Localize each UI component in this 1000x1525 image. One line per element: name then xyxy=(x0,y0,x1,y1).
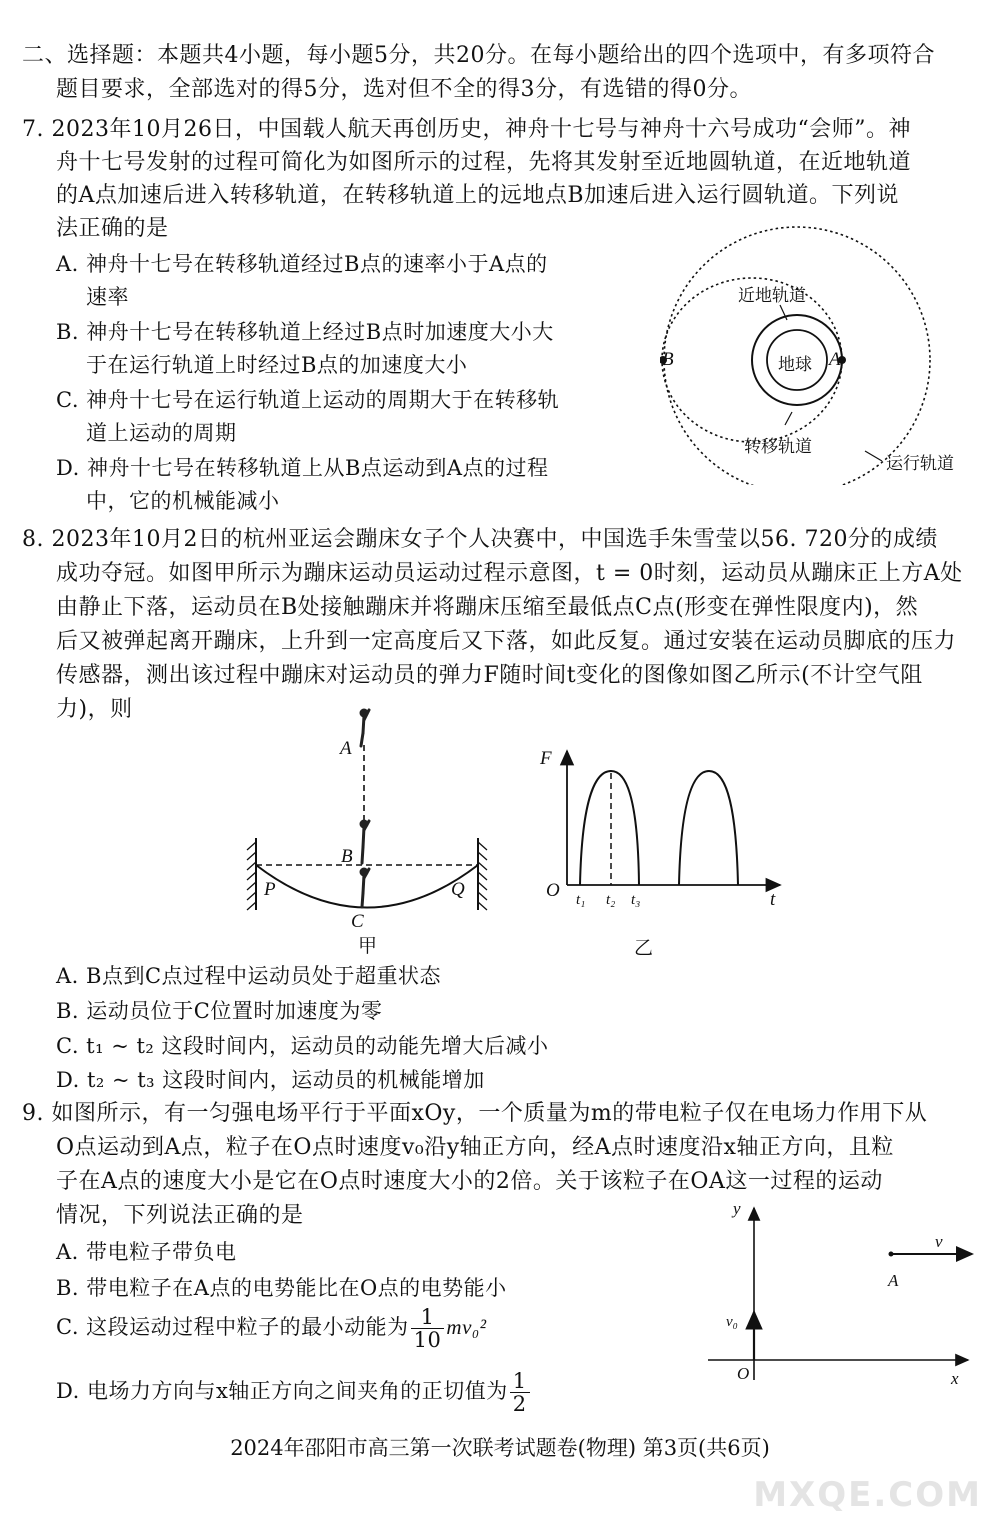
q9-stem-line-3: 子在A点的速度大小是它在O点时速度大小的2倍。关于该粒子在OA这一过程的运动 xyxy=(56,1169,883,1194)
q8-option-d[interactable]: D. t₂ ~ t₃ 这段时间内，运动员的机械能增加 xyxy=(56,1068,485,1092)
q9-option-d[interactable] xyxy=(56,1370,532,1415)
earth-label: 地球 xyxy=(778,355,812,375)
q9-stem-line-4: 情况，下列说法正确的是 xyxy=(56,1203,304,1228)
q9-label-v0: v₀ xyxy=(726,1314,738,1330)
q9-label-o: O xyxy=(737,1364,750,1383)
jia-label-p: P xyxy=(264,879,276,900)
transfer-orbit-leader xyxy=(785,412,792,425)
q9-label-a: A xyxy=(888,1271,899,1290)
q7-orbit-figure xyxy=(660,225,990,485)
running-orbit-leader xyxy=(865,451,882,461)
q7-option-c[interactable]: C. 神舟十七号在运行轨道上运动的周期大于在转移轨 xyxy=(56,388,560,412)
yi-label-f: F xyxy=(540,748,552,769)
q9-stem-line-2: O点运动到A点，粒子在O点时速度v₀沿y轴正方向，经A点时速度沿x轴正方向，且粒 xyxy=(56,1135,894,1160)
q8-stem-line-5: 传感器，测出该过程中蹦床对运动员的弹力F随时间t变化的图像如图乙所示(不计空气阻 xyxy=(56,663,923,688)
athlete-at-b xyxy=(361,821,369,863)
yi-label-t3: t₃ xyxy=(631,892,641,908)
yi-label-o: O xyxy=(546,880,560,901)
q7-stem-line-1: 7. 2023年10月26日，中国载人航天再创历史，神舟十七号与神舟十六号成功“会师”。神 xyxy=(22,117,911,142)
yi-label-t: t xyxy=(770,889,776,910)
tangent-fraction: $\frac{1}{2}$ xyxy=(510,1370,530,1415)
force-pulse-1 xyxy=(580,771,639,885)
q9-option-b[interactable]: B. 带电粒子在A点的电势能比在O点的电势能小 xyxy=(56,1276,507,1300)
watermark: MXQE.COM xyxy=(753,1475,982,1515)
q7-option-b-cont: 于在运行轨道上时经过B点的加速度大小 xyxy=(86,353,468,377)
q7-option-c-cont: 道上运动的周期 xyxy=(86,421,237,445)
q9-stem-line-1: 9. 如图所示，有一匀强电场平行于平面xOy，一个质量为m的带电粒子仅在电场力作用下从 xyxy=(22,1101,928,1126)
q7-option-b[interactable]: B. 神舟十七号在转移轨道上经过B点时加速度大小大 xyxy=(56,320,554,344)
athlete-at-c xyxy=(361,869,369,907)
jia-label-a: A xyxy=(340,738,352,759)
q8-stem-line-3: 由静止下落，运动员在B处接触蹦床并将蹦床压缩至最低点C点(形变在弹性限度内)，然 xyxy=(56,595,919,620)
q7-stem-line-3: 的A点加速后进入转移轨道，在转移轨道上的远地点B加速后进入运行圆轨道。下列说 xyxy=(56,183,900,208)
mv0-squared: mv₀² xyxy=(446,1315,487,1339)
q8-option-c[interactable]: C. t₁ ~ t₂ 这段时间内，运动员的动能先增大后减小 xyxy=(56,1034,549,1058)
q8-stem-line-2: 成功夺冠。如图甲所示为蹦床运动员运动过程示意图，t = 0时刻，运动员从蹦床正上方A处 xyxy=(56,561,963,586)
q8-stem-line-4: 后又被弹起离开蹦床，上升到一定高度后又下落，如此反复。通过安装在运动员脚底的压力 xyxy=(56,629,957,654)
q9-option-a[interactable]: A. 带电粒子带负电 xyxy=(56,1240,237,1264)
q7-option-a-cont: 速率 xyxy=(86,285,129,309)
near-orbit-label: 近地轨道 xyxy=(738,286,806,306)
force-time-graph xyxy=(545,745,795,905)
q7-stem-line-4: 法正确的是 xyxy=(56,216,169,241)
transfer-orbit-label: 转移轨道 xyxy=(744,437,812,457)
yi-label-t1: t₁ xyxy=(576,892,586,908)
orbit-point-a-label: A xyxy=(829,349,841,370)
jia-label-q: Q xyxy=(451,879,465,900)
q9-label-y: y xyxy=(733,1199,741,1218)
section-heading-line-2: 题目要求，全部选对的得5分，选对但不全的得3分，有选错的得0分。 xyxy=(56,77,752,102)
q8-option-b[interactable]: B. 运动员位于C位置时加速度为零 xyxy=(56,999,383,1023)
jia-caption: 甲 xyxy=(358,935,378,957)
q7-option-d[interactable]: D. 神舟十七号在转移轨道上从B点运动到A点的过程 xyxy=(56,456,549,480)
jia-label-b: B xyxy=(341,846,353,867)
q7-option-a[interactable]: A. 神舟十七号在转移轨道经过B点的速率小于A点的 xyxy=(56,252,548,276)
orbit-point-b-label: B xyxy=(662,349,674,370)
q8-stem-line-6: 力)，则 xyxy=(56,697,133,722)
q8-option-a[interactable]: A. B点到C点过程中运动员处于超重状态 xyxy=(56,964,442,988)
q7-option-d-cont: 中，它的机械能减小 xyxy=(86,489,280,513)
yi-caption: 乙 xyxy=(634,937,654,959)
page-footer: 2024年邵阳市高三第一次联考试题卷(物理) 第3页(共6页) xyxy=(230,1436,770,1460)
q9-label-x: x xyxy=(951,1369,959,1388)
q9-label-v: v xyxy=(935,1232,943,1251)
q7-stem-line-2: 舟十七号发射的过程可简化为如图所示的过程，先将其发射至近地圆轨道，在近地轨道 xyxy=(56,150,912,175)
q9-option-c-text: C. 这段运动过程中粒子的最小动能为 xyxy=(56,1315,409,1339)
force-pulse-2 xyxy=(679,771,738,885)
athlete-at-a xyxy=(361,710,369,746)
section-heading-line-1: 二、选择题：本题共4小题，每小题5分，共20分。在每小题给出的四个选项中，有多项符合 xyxy=(22,43,935,68)
running-orbit-label: 运行轨道 xyxy=(886,454,954,474)
trampoline-figure xyxy=(238,700,498,945)
yi-label-t2: t₂ xyxy=(606,892,616,908)
q9-option-c[interactable] xyxy=(56,1306,487,1351)
q9-option-d-text: D. 电场力方向与x轴正方向之间夹角的正切值为 xyxy=(56,1379,508,1403)
jia-label-c: C xyxy=(351,911,364,932)
min-kinetic-energy-fraction: $\frac{1}{10}$ xyxy=(411,1306,445,1351)
q8-stem-line-1: 8. 2023年10月2日的杭州亚运会蹦床女子个人决赛中，中国选手朱雪莹以56. 720分的成绩 xyxy=(22,527,938,552)
